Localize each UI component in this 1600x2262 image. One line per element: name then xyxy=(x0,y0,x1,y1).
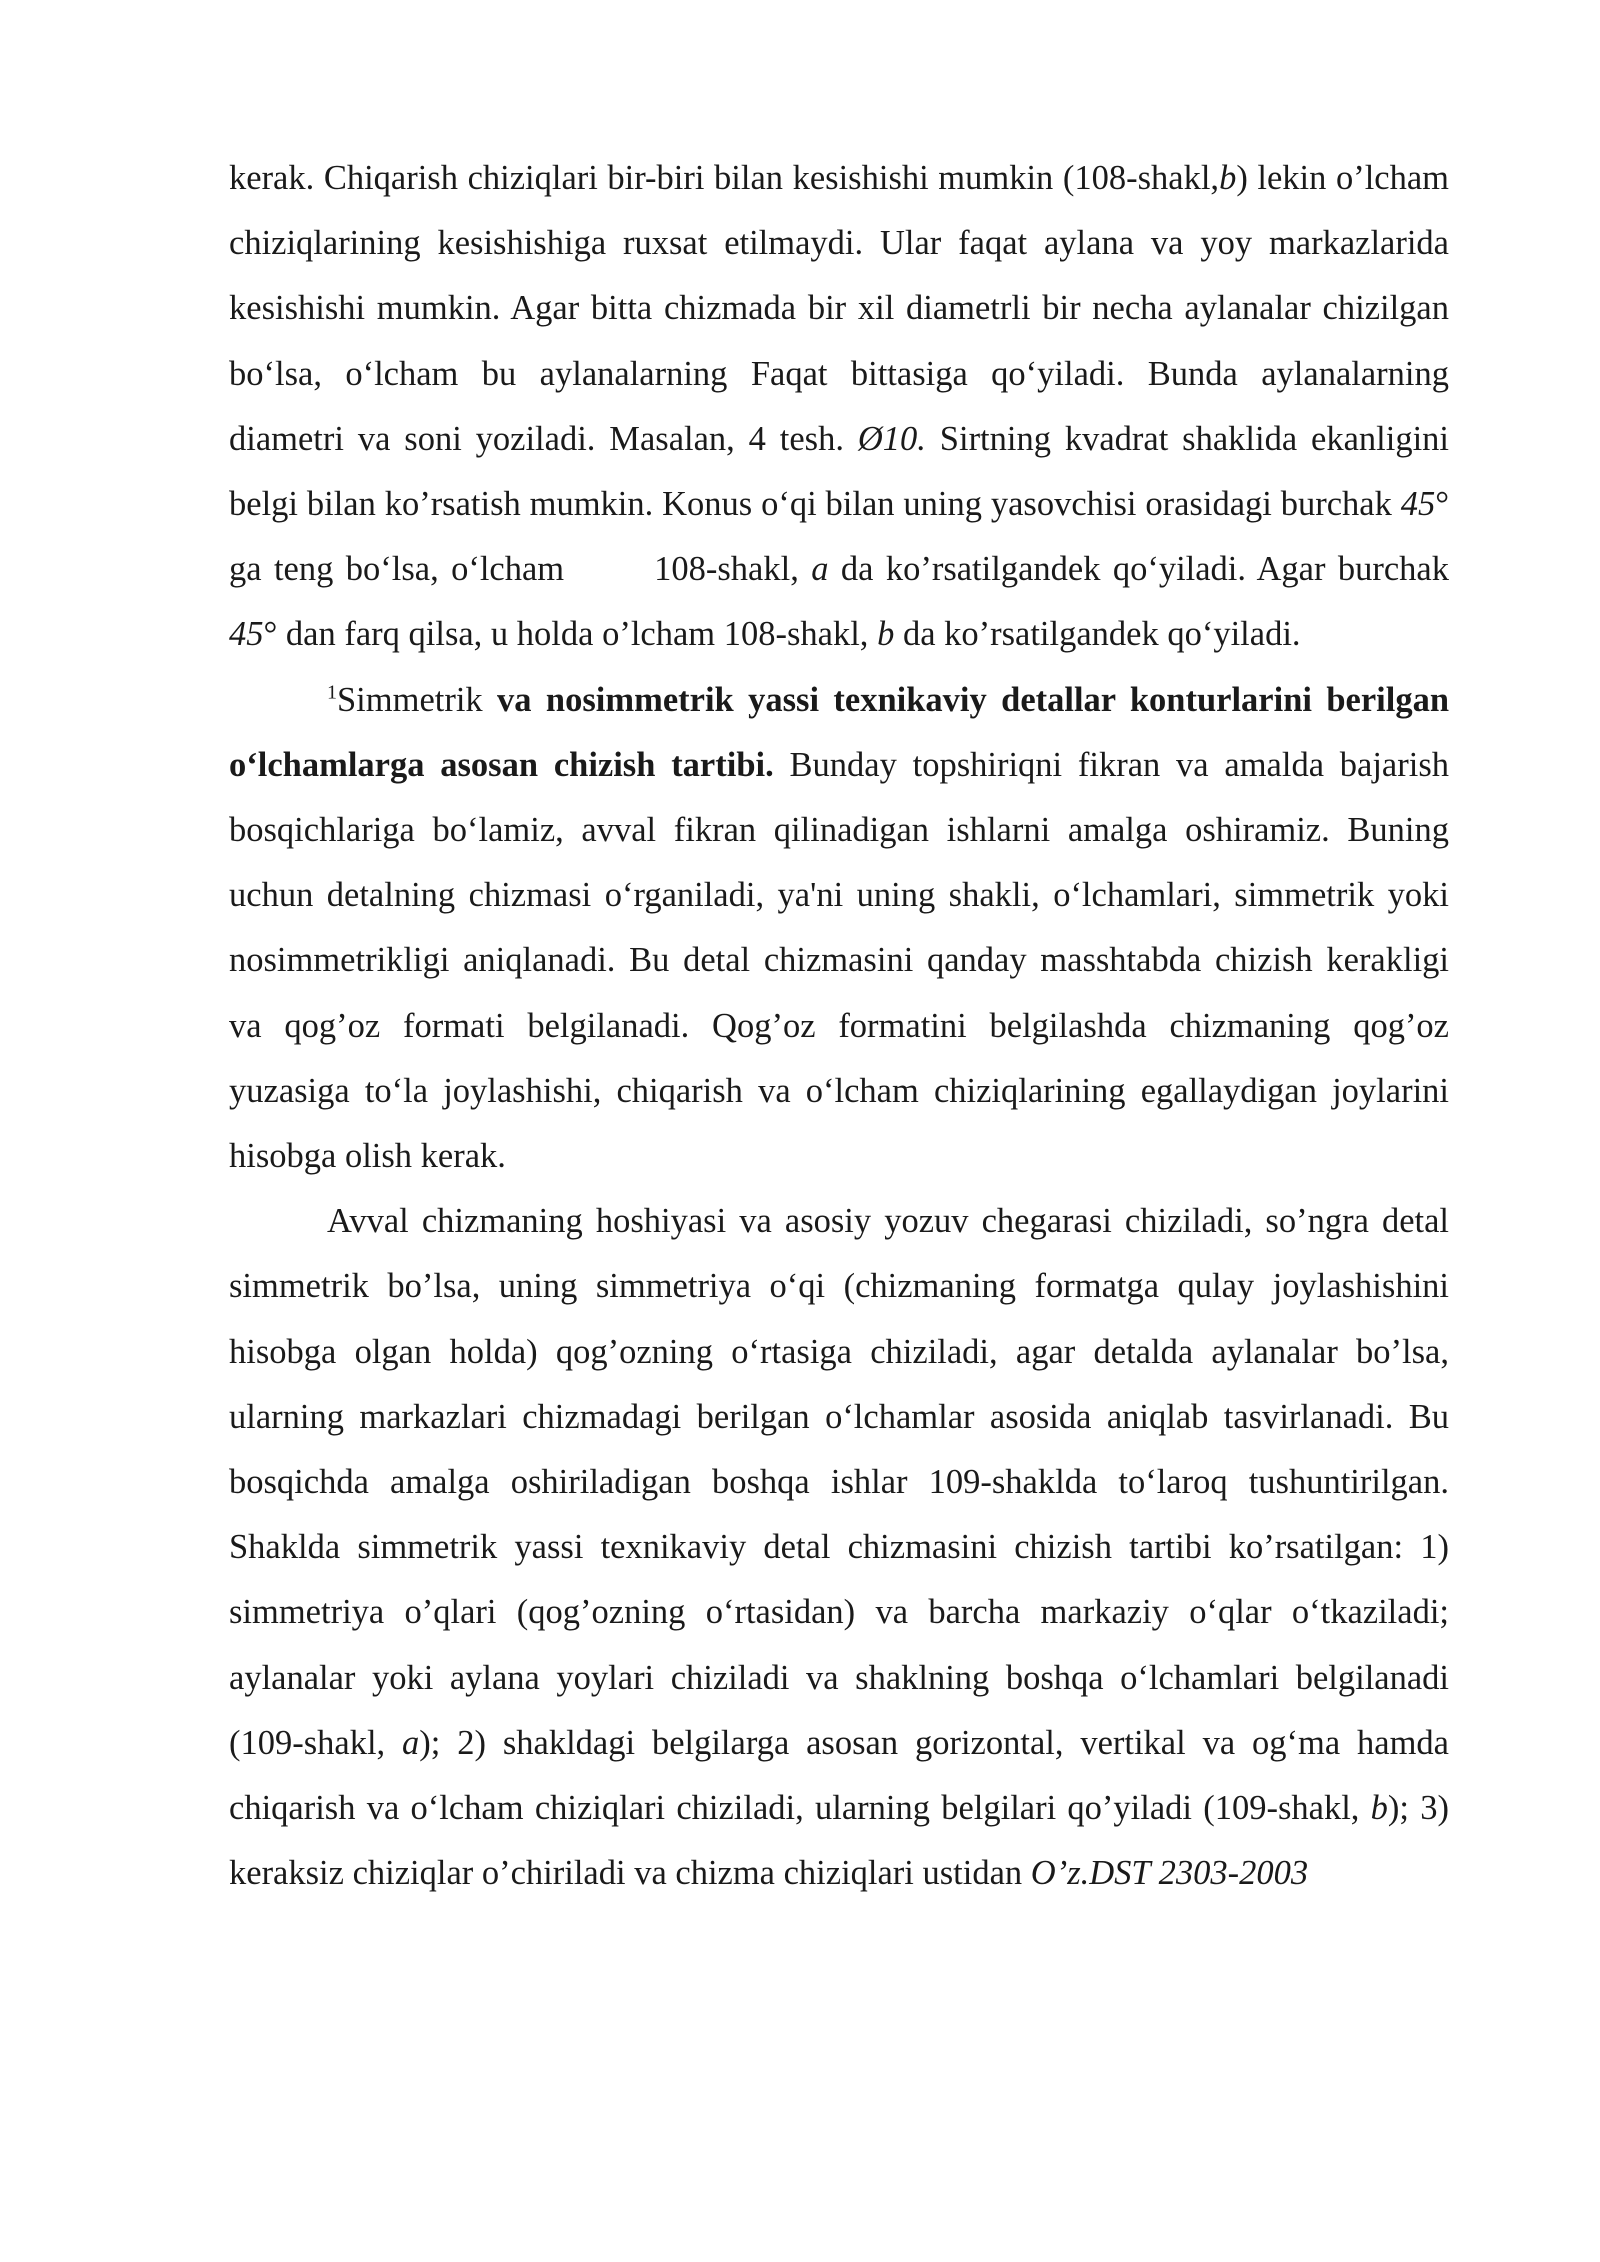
text-run: ° dan farq qilsa, u holda o’lcham 108-shakl, xyxy=(263,615,878,654)
bold-heading-text: va nosimmetrik yassi texnikaviy detallar konturlarini berilgan o‘lchamlarga asosan chizish tartibi. xyxy=(229,680,1450,784)
text-run: 108-shakl, xyxy=(654,550,812,589)
italic-text: b xyxy=(877,615,895,654)
text-run: Bunday topshiriqni fikran va amalda bajarish bosqichlariga bo‘lamiz, avval fikran qilinadigan ishlarni amalga oshiramiz. Buning uchun detalning chizmasi o‘rganiladi, ya'ni uning shakli, o‘lchamlari, simmetrik yoki nosimmetrikligi aniqlanadi. Bu detal chizmasini qanday masshtabda chizish kerakligi va qog’oz formati belgilanadi. Qog’oz formatini belgilashda chizmaning qog’oz yuzasiga to‘la joylashishi, chiqarish va o‘lcham chiziqlarining egallaydigan joylarini hisobga olish kerak. xyxy=(229,745,1449,1176)
text-run: da ko’rsatilgandek qo‘yiladi. xyxy=(894,615,1301,654)
text-run: ); 3) keraksiz chiziqlar o’chiriladi va chizma chiziqlari ustidan xyxy=(229,1789,1449,1893)
footnote-mark: 1 xyxy=(327,681,337,704)
text-run: ) lekin o’lcham chiziqlarining kesishishiga ruxsat etilmaydi. Ular faqat aylana va yoy markazlarida kesishishi mumkin. Agar bitta chizmada bir xil diametrli bir necha aylanalar chizilgan bo‘lsa, o‘lcham bu aylanalarning Faqat bittasiga qo‘yiladi. Bunda aylanalarning diametri va soni yoziladi. Masalan, 4 tesh. xyxy=(229,159,1449,458)
text-run: kerak. Chiqarish chiziqlari bir-biri bilan kesishishi mumkin (108-shakl, xyxy=(229,159,1220,197)
text-run: Simmetrik xyxy=(337,680,498,719)
italic-text: b xyxy=(1370,1789,1388,1828)
italic-text: a xyxy=(402,1723,420,1762)
text-run: da ko’rsatilgandek qo‘yiladi. Agar burchak xyxy=(828,550,1449,589)
document-page xyxy=(229,146,1449,1906)
italic-text: b xyxy=(1219,159,1237,197)
paragraph-p3 xyxy=(229,1189,1449,1906)
text-run: ); 2) shakldagi belgilarga asosan gorizontal, vertikal va og‘ma hamda chiqarish va o‘lcham chiziqlari chiziladi, ularning belgilari qo’yiladi (109-shakl, xyxy=(229,1723,1449,1828)
italic-text: Ø10. xyxy=(857,419,926,458)
paragraph-p1 xyxy=(229,146,1449,668)
italic-text: 45 xyxy=(1400,485,1436,524)
italic-text: O’z.DST 2303-2003 xyxy=(1030,1854,1309,1893)
paragraph-p2 xyxy=(229,668,1449,1190)
text-run: Sirtning kvadrat shaklida ekanligini belgi bilan ko’rsatish mumkin. Konus o‘qi bilan uning yasovchisi orasidagi burchak xyxy=(229,419,1449,524)
italic-text: 45 xyxy=(229,615,264,654)
italic-text: a xyxy=(811,550,829,589)
text-run: ° ga teng bo‘lsa, o‘lcham xyxy=(229,485,1449,589)
text-run: Avval chizmaning hoshiyasi va asosiy yozuv chegarasi chiziladi, so’ngra detal simmetrik bo’lsa, uning simmetriya o‘qi (chizmaning formatga qulay joylashishini hisobga olgan holda) qog’ozning o‘rtasiga chiziladi, agar detalda aylanalar bo’lsa, ularning markazlari chizmadagi berilgan o‘lchamlar asosida aniqlab tasvirlanadi. Bu bosqichda amalga oshiriladigan boshqa ishlar 109-shaklda to‘laroq tushuntirilgan. Shaklda simmetrik yassi texnikaviy detal chizmasini chizish tartibi ko’rsatilgan: 1) simmetriya o’qlari (qog’ozning o‘rtasidan) va barcha markaziy o‘qlar o‘tkaziladi; aylanalar yoki aylana yoylari chiziladi va shaklning boshqa o‘lchamlari belgilanadi (109-shakl, xyxy=(229,1202,1449,1762)
